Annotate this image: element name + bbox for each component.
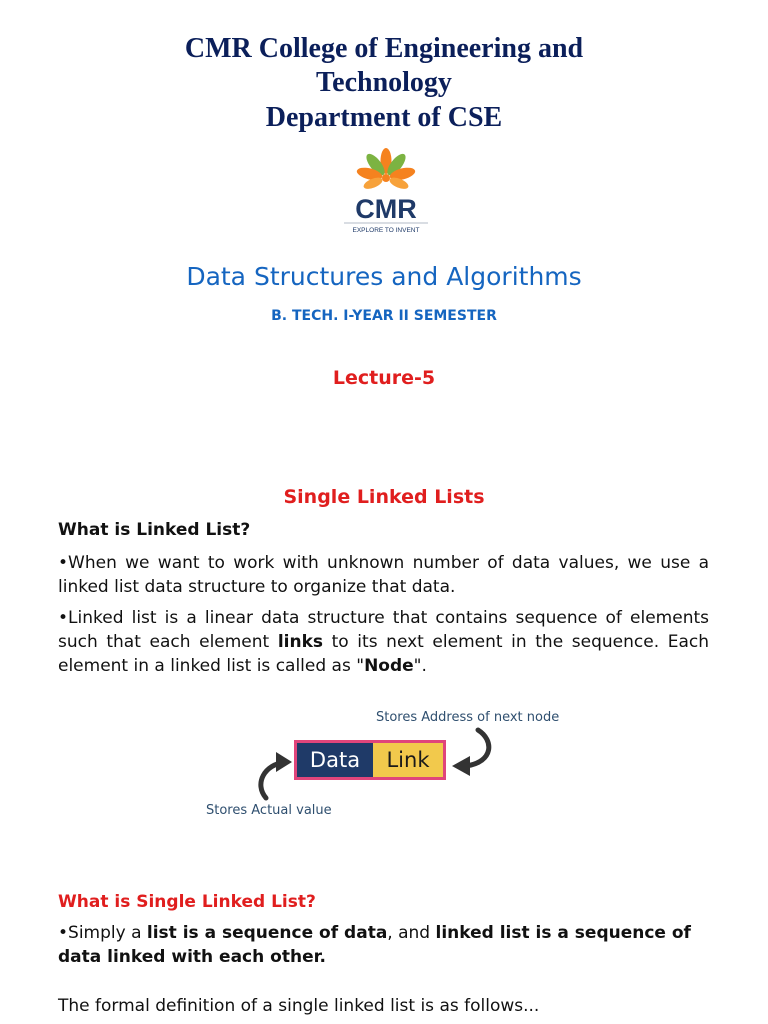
logo-text: CMR xyxy=(355,194,417,224)
semester-label: B. TECH. I-YEAR II SEMESTER xyxy=(271,308,497,324)
paragraph-formal-definition: The formal definition of a single linked list is as follows... xyxy=(58,996,540,1016)
paragraph-unknown-values: •When we want to work with unknown number of data values, we use a linked list data structure to organize that data. xyxy=(58,553,709,597)
college-name-line1: CMR College of Engineering and xyxy=(184,33,584,64)
paragraph-simply xyxy=(58,921,709,969)
p3-text-c: , and xyxy=(387,923,436,943)
p2-links-bold: links xyxy=(277,632,324,652)
department-title: Department of CSE xyxy=(265,102,503,133)
p2-text-c: to its next element in the sequence. Each element in a linked list is called as " xyxy=(58,632,709,676)
cmr-logo xyxy=(334,148,438,236)
p3-text-a: •Simply a xyxy=(58,923,147,943)
p3-bold-b: list is a sequence of data xyxy=(146,923,388,943)
topic-heading: Single Linked Lists xyxy=(283,486,485,508)
cmr-logo-graphic xyxy=(334,148,438,236)
node-link-field: Link xyxy=(373,743,443,777)
college-name-line2: Technology xyxy=(316,67,452,98)
node-diagram xyxy=(190,700,590,830)
lecture-number: Lecture-5 xyxy=(332,367,436,389)
question-single-linked-list: What is Single Linked List? xyxy=(58,892,316,912)
arrowhead-right-icon xyxy=(452,756,470,776)
p3-bold-d: linked list is a sequence of data linked with each other. xyxy=(58,923,691,967)
caption-value: Stores Actual value xyxy=(206,803,332,818)
p2-text-a: •Linked list is a linear data structure that contains sequence of elements such that each element xyxy=(58,608,709,652)
p2-text-e: ". xyxy=(413,656,427,676)
arrowhead-left-icon xyxy=(276,752,292,772)
course-title: Data Structures and Algorithms xyxy=(186,262,582,291)
caption-address: Stores Address of next node xyxy=(376,710,560,725)
question-linked-list: What is Linked List? xyxy=(58,520,251,540)
logo-tagline: EXPLORE TO INVENT xyxy=(352,227,420,234)
diagram-arrows xyxy=(190,700,590,830)
paragraph-linked-list-definition xyxy=(58,606,709,678)
p2-node-bold: Node xyxy=(364,656,414,676)
node-data-field: Data xyxy=(297,743,373,777)
